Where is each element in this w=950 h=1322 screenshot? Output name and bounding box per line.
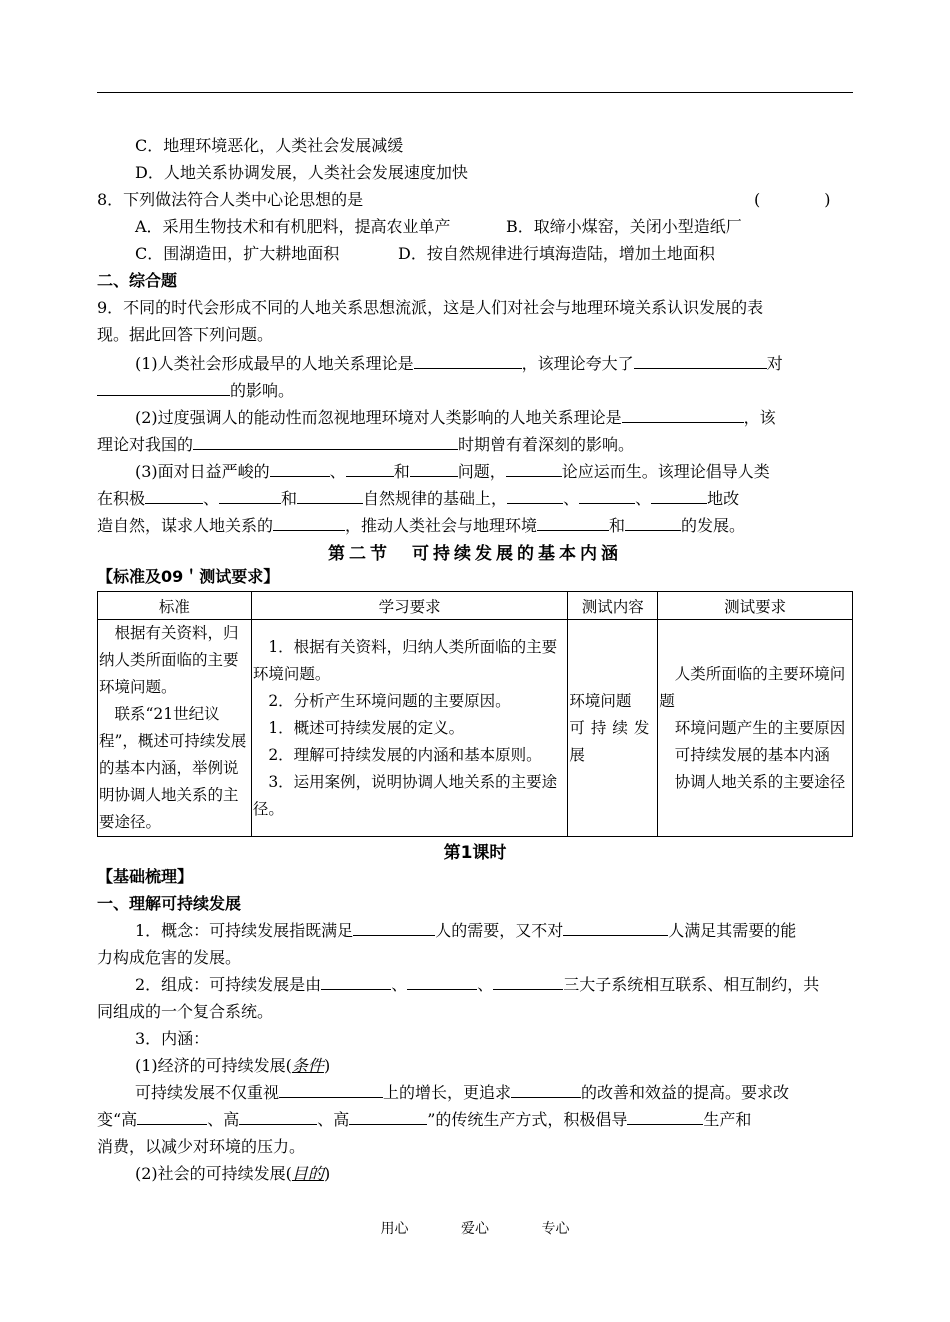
econ-title: (1)经济的可持续发展(条件)	[135, 1056, 331, 1075]
answer-blank[interactable]	[579, 489, 635, 504]
social-title: (2)社会的可持续发展(目的)	[135, 1164, 331, 1183]
q8-stem: 8．下列做法符合人类中心论思想的是	[97, 190, 364, 209]
q8-option-c: C．围湖造田，扩大耕地面积	[135, 244, 340, 263]
q8-answer-paren: ( )	[754, 190, 831, 209]
answer-blank[interactable]	[506, 462, 562, 477]
econ-line2: 变“高 、高 、高 ”的传统生产方式，积极倡导 生产和	[97, 1110, 752, 1129]
q9-stem-line2: 现。据此回答下列问题。	[97, 325, 274, 344]
answer-blank[interactable]	[493, 975, 563, 990]
answer-blank[interactable]	[297, 489, 363, 504]
table-header: 测试内容	[568, 592, 658, 620]
header-rule	[97, 92, 853, 93]
answer-blank[interactable]	[622, 408, 744, 423]
answer-blank[interactable]	[279, 1083, 383, 1098]
answer-blank[interactable]	[407, 975, 477, 990]
answer-blank[interactable]	[239, 1110, 317, 1125]
lesson-title: 第1课时	[443, 843, 507, 863]
answer-blank[interactable]	[270, 462, 330, 477]
q9-sub1-line2: 的影响。	[97, 380, 294, 402]
answer-blank[interactable]	[537, 516, 609, 531]
answer-blank[interactable]	[346, 462, 394, 477]
q9-sub1-line1: (1)人类社会形成最早的人地关系理论是 ，该理论夸大了 对	[135, 354, 783, 373]
table-header: 测试要求	[658, 592, 853, 620]
answer-blank[interactable]	[353, 921, 435, 936]
answer-blank[interactable]	[651, 489, 707, 504]
composition-line1: 2．组成：可持续发展是由 、 、 三大子系统相互联系、相互制约，共	[135, 975, 820, 994]
standards-heading: 【标准及09＇测试要求】	[97, 567, 280, 586]
answer-blank[interactable]	[511, 1083, 581, 1098]
econ-line1: 可持续发展不仅重视 上的增长，更追求 的改善和效益的提高。要求改	[135, 1083, 790, 1102]
table-row	[98, 620, 853, 837]
q9-sub2-line2: 理论对我国的 时期曾有着深刻的影响。	[97, 435, 635, 454]
part2-title: 二、综合题	[97, 271, 178, 290]
answer-blank[interactable]	[193, 435, 458, 450]
concept-line2: 力构成危害的发展。	[97, 948, 242, 967]
table-header-row	[98, 592, 853, 620]
q9-sub3-line3: 造自然，谋求人地关系的 ，推动人类社会与地理环境 和 的发展。	[97, 516, 746, 535]
q9-sub2-line1: (2)过度强调人的能动性而忽视地理环境对人类影响的人地关系理论是 ，该	[135, 408, 776, 427]
answer-blank[interactable]	[625, 516, 681, 531]
answer-blank[interactable]	[137, 1110, 207, 1125]
q8-option-b: B．取缔小煤窑，关闭小型造纸厂	[506, 217, 742, 236]
social-tag: 目的	[291, 1164, 324, 1183]
test-requirements-cell: 人类所面临的主要环境问题 环境问题产生的主要原因 可持续发展的基本内涵 协调人地关系的主要途径	[658, 620, 853, 837]
answer-blank[interactable]	[627, 1110, 703, 1125]
answer-blank[interactable]	[97, 381, 230, 396]
answer-blank[interactable]	[634, 354, 767, 369]
basics-heading: 【基础梳理】	[97, 867, 194, 886]
answer-blank[interactable]	[507, 489, 563, 504]
q9-stem-line1: 9．不同的时代会形成不同的人地关系思想流派，这是人们对社会与地理环境关系认识发展的表	[97, 298, 764, 317]
table-header: 学习要求	[251, 592, 568, 620]
standards-table	[97, 591, 853, 837]
connotation-title: 3．内涵：	[135, 1029, 210, 1048]
standard-cell: 根据有关资料，归纳人类所面临的主要环境问题。 联系“21世纪议程”，概述可持续发展的基本内涵，举例说明协调人地关系的主要途径。	[98, 620, 252, 837]
section-title: 第二节 可持续发展的基本内涵	[328, 544, 622, 564]
answer-blank[interactable]	[145, 489, 203, 504]
answer-blank[interactable]	[414, 354, 522, 369]
concept-line1: 1．概念：可持续发展指既满足 人的需要，又不对 人满足其需要的能	[135, 921, 797, 940]
econ-tag: 条件	[291, 1056, 324, 1075]
answer-blank[interactable]	[349, 1110, 427, 1125]
q7-option-c: C．地理环境恶化，人类社会发展减缓	[135, 136, 404, 155]
composition-line2: 同组成的一个复合系统。	[97, 1002, 274, 1021]
page-footer: 用心 爱心 专心	[380, 1221, 570, 1237]
answer-blank[interactable]	[273, 516, 345, 531]
learning-requirements-cell: 1．根据有关资料，归纳人类所面临的主要环境问题。 2．分析产生环境问题的主要原因。 1．概述可持续发展的定义。 2．理解可持续发展的内涵和基本原则。 3．运用案例，说明协调人地关系的主要途径。	[251, 620, 568, 837]
q7-option-d: D．人地关系协调发展，人类社会发展速度加快	[135, 163, 468, 182]
econ-line3: 消费，以减少对环境的压力。	[97, 1137, 306, 1156]
q9-sub3-line2: 在积极 、 和 自然规律的基础上， 、 、 地改	[97, 489, 740, 508]
table-header: 标准	[98, 592, 252, 620]
answer-blank[interactable]	[410, 462, 458, 477]
q8-option-a: A．采用生物技术和有机肥料，提高农业单产	[135, 217, 451, 236]
answer-blank[interactable]	[219, 489, 281, 504]
q9-sub3-line1: (3)面对日益严峻的 、 和 问题， 论应运而生。该理论倡导人类	[135, 462, 770, 481]
q8-option-d: D．按自然规律进行填海造陆，增加土地面积	[398, 244, 715, 263]
answer-blank[interactable]	[321, 975, 391, 990]
part1-title: 一、理解可持续发展	[97, 894, 242, 913]
answer-blank[interactable]	[563, 921, 668, 936]
test-content-cell: 环境问题 可持续发展	[568, 620, 658, 837]
